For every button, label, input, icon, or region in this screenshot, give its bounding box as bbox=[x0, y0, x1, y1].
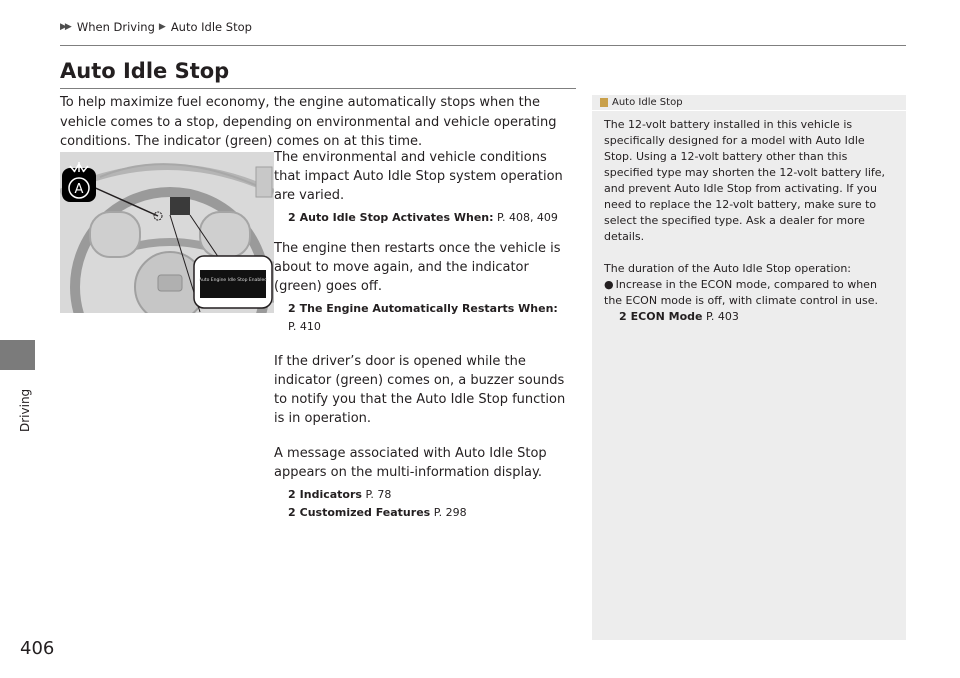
breadcrumb-item-when-driving[interactable]: When Driving bbox=[76, 20, 155, 34]
callout-text-2: The engine then restarts once the vehicle is about to move again, and the indicator (green) goes off. bbox=[274, 241, 561, 294]
header-rule bbox=[60, 45, 906, 46]
xref-page[interactable]: P. 408, 409 bbox=[497, 211, 558, 224]
xref-page[interactable]: P. 298 bbox=[433, 506, 467, 519]
intro-paragraph: To help maximize fuel economy, the engine automatically stops when the vehicle comes to a stop, depending on environmental and vehicle operating conditions. The indicator (green) comes on at this time. bbox=[60, 95, 557, 149]
chapter-tab bbox=[0, 340, 35, 370]
sidebar-note bbox=[592, 95, 906, 640]
title-rule bbox=[60, 88, 576, 89]
page-title: Auto Idle Stop bbox=[60, 59, 230, 83]
xref-1[interactable] bbox=[288, 209, 576, 227]
xref-page[interactable]: P. 78 bbox=[365, 488, 392, 501]
xref-title[interactable]: ECON Mode bbox=[630, 310, 703, 323]
sidebar-heading bbox=[592, 95, 906, 111]
chapter-label: Driving bbox=[18, 388, 32, 432]
mid-display-text: Auto Engine Idle Stop Enabled bbox=[198, 278, 268, 283]
indicator-screen bbox=[170, 197, 190, 215]
xref-2[interactable] bbox=[288, 300, 576, 336]
cross-reference-icon: 2 bbox=[288, 506, 296, 519]
cross-reference-icon: 2 bbox=[288, 302, 296, 315]
sidebar-paragraph-2: The duration of the Auto Idle Stop operation: bbox=[604, 262, 851, 275]
xref-title[interactable]: The Engine Automatically Restarts When: bbox=[299, 302, 558, 315]
xref-title[interactable]: Auto Idle Stop Activates When: bbox=[299, 211, 494, 224]
note-icon bbox=[600, 98, 608, 107]
dashboard-illustration bbox=[60, 152, 274, 313]
sidebar-xref[interactable] bbox=[592, 309, 906, 325]
cross-reference-icon: 2 bbox=[288, 488, 296, 501]
breadcrumb bbox=[60, 20, 252, 34]
page-number: 406 bbox=[20, 638, 55, 659]
breadcrumb-item-auto-idle-stop[interactable]: Auto Idle Stop bbox=[170, 20, 252, 34]
sidebar-paragraph-1: The 12-volt battery installed in this vehicle is specifically designed for a model with Auto Idle Stop. Using a 12-volt battery other than this specified type may shorten the 12-volt battery life, and prevent Auto Idle Stop from activating. If you need to replace the 12-volt battery, make sure to select the specified type. Ask a dealer for more details. bbox=[604, 118, 886, 243]
arrow-icon: ▶ bbox=[158, 22, 164, 32]
xref-page[interactable]: P. 410 bbox=[288, 320, 321, 333]
cross-reference-icon: 2 bbox=[619, 310, 627, 323]
double-arrow-icon: ▶▶ bbox=[60, 22, 70, 32]
xref-4[interactable] bbox=[288, 504, 576, 522]
callout-text-3: If the driver’s door is opened while the indicator (green) comes on, a buzzer sounds to notify you that the Auto Idle Stop function is in operation. bbox=[274, 354, 566, 426]
sidebar-bullet-text: Increase in the ECON mode, compared to when the ECON mode is off, with climate control in use. bbox=[604, 278, 878, 307]
callout-text-4: A message associated with Auto Idle Stop appears on the multi-information display. bbox=[274, 446, 547, 480]
main-column bbox=[274, 148, 576, 522]
xref-page[interactable]: P. 403 bbox=[705, 310, 739, 323]
sidebar-heading-text: Auto Idle Stop bbox=[612, 97, 683, 108]
bullet-icon: ● bbox=[604, 278, 614, 291]
cross-reference-icon: 2 bbox=[288, 211, 296, 224]
xref-title[interactable]: Customized Features bbox=[299, 506, 431, 519]
dashboard-drawing bbox=[60, 152, 274, 313]
callout-text-1: The environmental and vehicle conditions that impact Auto Idle Stop system operation are varied. bbox=[274, 150, 563, 203]
badge-letter: A bbox=[74, 182, 84, 197]
xref-title[interactable]: Indicators bbox=[299, 488, 362, 501]
sidebar-bullet bbox=[592, 277, 906, 309]
xref-3[interactable] bbox=[288, 486, 576, 504]
